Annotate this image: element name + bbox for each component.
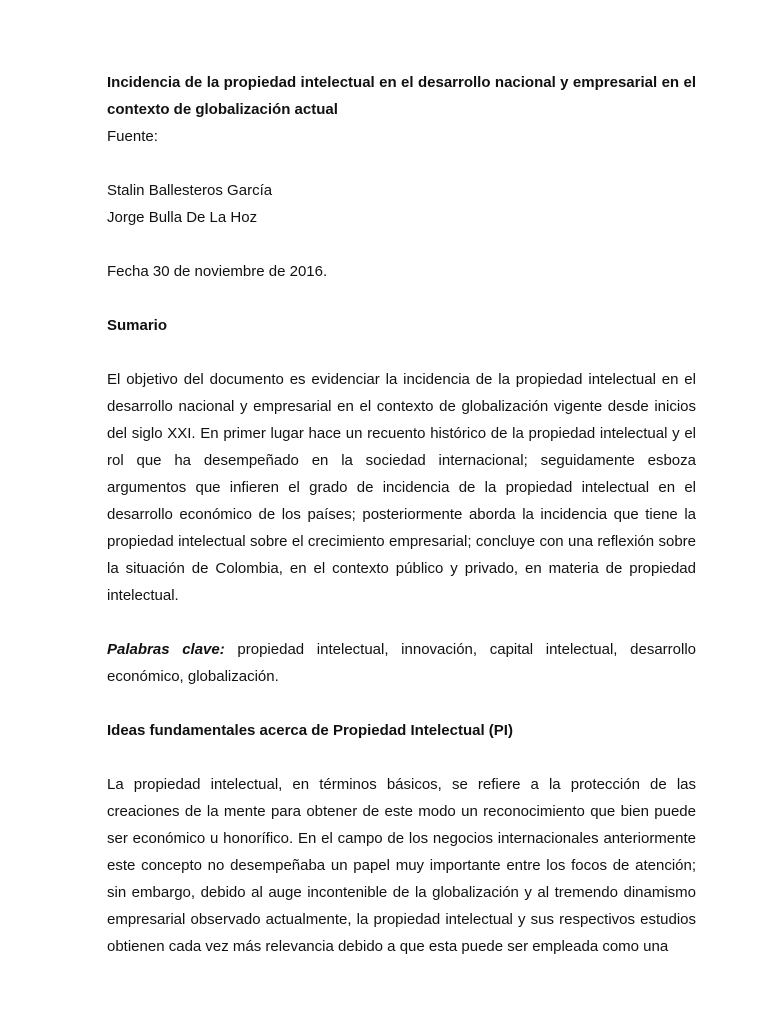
keywords-label: Palabras clave:: [107, 641, 225, 658]
keywords-text: propiedad intelectual, innovación, capital intelectual, desarrollo económico, globalización.: [107, 641, 697, 685]
document-title: Incidencia de la propiedad intelectual en el desarrollo nacional y empresarial en el contexto de globalización actual: [107, 74, 696, 118]
keywords-paragraph: [107, 636, 696, 690]
spacer: [107, 150, 696, 177]
spacer: [107, 744, 696, 771]
section-paragraph: La propiedad intelectual, en términos básicos, se refiere a la protección de las creaciones de la mente para obtener de este modo un reconocimiento que bien puede ser económico u honorífico. En el campo de los negocios internacionales anteriormente este concepto no desempeñaba un papel muy importante entre los focos de atención; sin embargo, debido al auge incontenible de la globalización y al tremendo dinamismo empresarial observado actualmente, la propiedad intelectual y sus respectivos estudios obtienen cada vez más relevancia debido a que esta puede ser empleada como una: [107, 776, 696, 955]
spacer: [107, 690, 696, 717]
spacer: [107, 285, 696, 312]
author-name: Jorge Bulla De La Hoz: [107, 209, 258, 226]
spacer: [107, 231, 696, 258]
spacer: [107, 339, 696, 366]
summary-paragraph: El objetivo del documento es evidenciar la incidencia de la propiedad intelectual en el desarrollo nacional y empresarial en el contexto de globalización vigente desde inicios del siglo XXI. En primer lugar hace un recuento histórico de la propiedad intelectual y el rol que ha desempeñado en la sociedad internacional; seguidamente esboza argumentos que infieren el grado de incidencia de la propiedad intelectual en el desarrollo económico de los países; posteriormente aborda la incidencia que tiene la propiedad intelectual sobre el crecimiento empresarial; concluye con una reflexión sobre la situación de Colombia, en el contexto público y privado, en materia de propiedad intelectual.: [107, 371, 696, 604]
author-name: Stalin Ballesteros García: [107, 182, 273, 199]
source-label: Fuente:: [107, 128, 158, 145]
document-page: [107, 69, 696, 960]
summary-heading: Sumario: [107, 317, 168, 334]
document-date: Fecha 30 de noviembre de 2016.: [107, 263, 328, 280]
section-heading: Ideas fundamentales acerca de Propiedad Intelectual (PI): [107, 722, 513, 739]
spacer: [107, 609, 696, 636]
